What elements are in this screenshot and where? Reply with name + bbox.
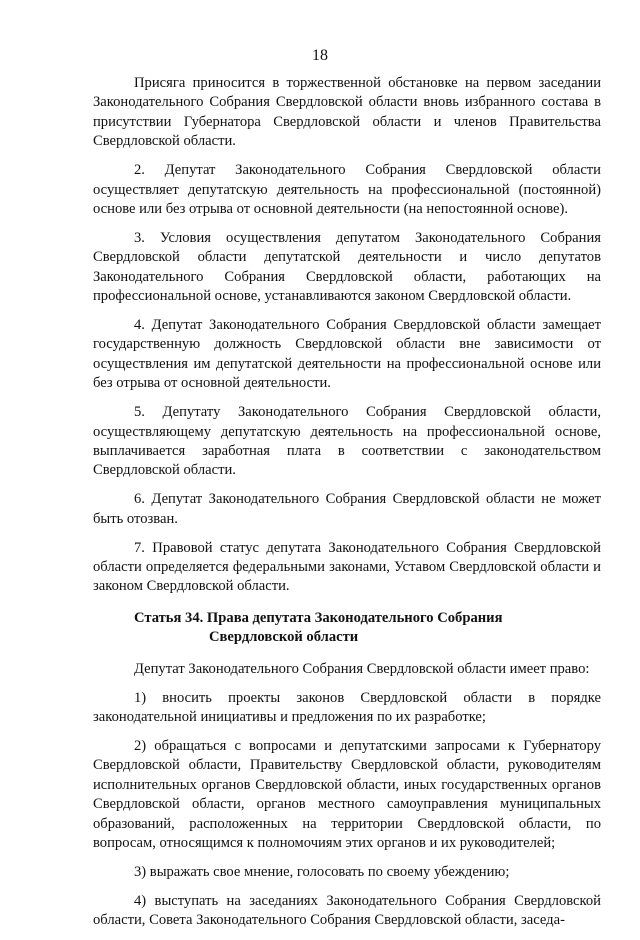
paragraph-right-1: 1) вносить проекты законов Свердловской области в порядке законодательной инициативы и предложения по их разработке; xyxy=(93,689,601,726)
paragraph-right-2: 2) обращаться с вопросами и депутатскими запросами к Губернатору Свердловской области, Правительству Свердловской области, руководителям исполнительных органов Свердловской области, иных государственных органов Свердловской области, органов местного самоуправления муниципальных образований, расположенных на территории Свердловской области, по вопросам, относящимся к полномочиям этих органов и их руководителей; xyxy=(93,737,601,851)
article-heading-line-1: Статья 34. Права депутата Законодательного Собрания xyxy=(134,609,503,626)
paragraph-rights-intro: Депутат Законодательного Собрания Свердловской области имеет право: xyxy=(134,660,590,677)
document-body xyxy=(93,74,601,940)
paragraph-item-4: 4. Депутат Законодательного Собрания Свердловской области замещает государственную должность Свердловской области вне зависимости от осуществления им депутатской деятельности на профессиональной основе или без отрыва от основной деятельности. xyxy=(93,316,601,392)
paragraph-item-5: 5. Депутату Законодательного Собрания Свердловской области, осуществляющему депутатскую деятельность на профессиональной основе, выплачивается заработная плата в соответствии с законодательством Свердловской области. xyxy=(93,404,601,479)
paragraph-item-3: 3. Условия осуществления депутатом Законодательного Собрания Свердловской области депутатской деятельности и число депутатов Законодательного Собрания Свердловской области, работающих на профессиональной основе, устанавливаются законом Свердловской области. xyxy=(93,229,601,305)
paragraph-oath-ceremony: Присяга приносится в торжественной обстановке на первом заседании Законодательного Собрания Свердловской области вновь избранного состава в присутствии Губернатора Свердловской области и членов Правительства Свердловской области. xyxy=(93,75,601,150)
paragraph-item-6: 6. Депутат Законодательного Собрания Свердловской области не может быть отозван. xyxy=(93,491,601,527)
paragraph-item-2: 2. Депутат Законодательного Собрания Свердловской области осуществляет депутатскую деятельность на профессиональной (постоянной) основе или без отрыва от основной деятельности (на непостоянной основе). xyxy=(93,162,601,217)
paragraph-right-4: 4) выступать на заседаниях Законодательного Собрания Свердловской области, Совета Законодательного Собрания Свердловской области, заседа- xyxy=(93,892,601,929)
article-heading-line-2: Свердловской области xyxy=(209,628,359,645)
page-number: 18 xyxy=(312,47,328,64)
article-34-heading xyxy=(93,609,601,647)
paragraph-item-7: 7. Правовой статус депутата Законодательного Собрания Свердловской области определяется федеральными законами, Уставом Свердловской области и законом Свердловской области. xyxy=(93,539,601,595)
paragraph-right-3: 3) выражать свое мнение, голосовать по своему убеждению; xyxy=(134,863,510,880)
